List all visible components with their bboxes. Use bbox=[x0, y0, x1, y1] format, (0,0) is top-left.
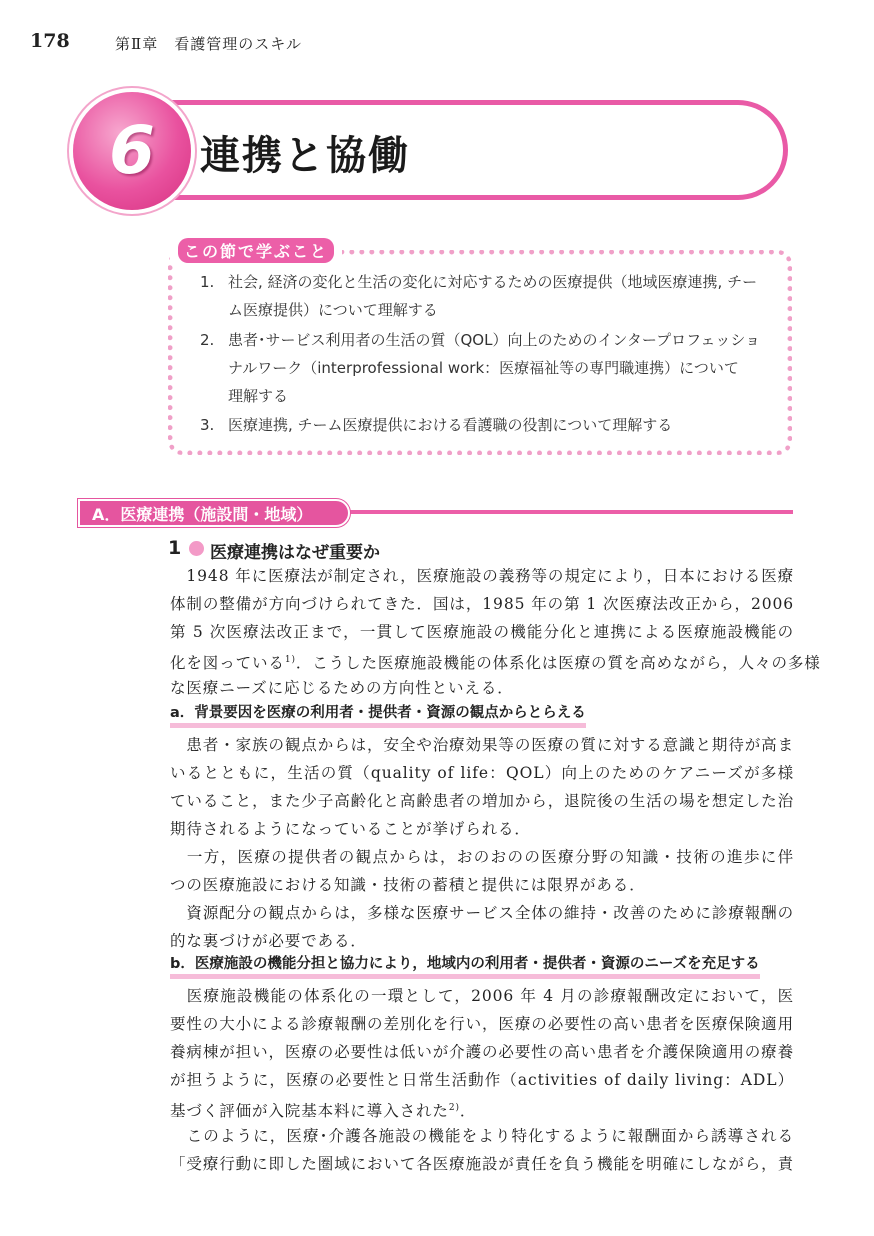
para6-line: このように，医療･介護各施設の機能をより特化するように報酬面から誘導される bbox=[186, 1127, 794, 1145]
para4-line: 資源配分の観点からは，多様な医療サービス全体の維持・改善のために診療報酬の bbox=[186, 904, 794, 922]
para1-line: 1948 年に医療法が制定され，医療施設の義務等の規定により，日本における医療 bbox=[186, 567, 794, 585]
heading-a: a．背景要因を医療の利用者・提供者・資源の観点からとらえる bbox=[170, 703, 586, 728]
para3-line: 一方，医療の提供者の観点からは，おのおのの医療分野の知識・技術の進歩に伴 bbox=[186, 848, 794, 866]
para1-line: 第 5 次医療法改正まで，一貫して医療施設の機能分化と連携による医療施設機能の bbox=[170, 623, 794, 641]
para5-line: 養病棟が担い，医療の必要性は低いが介護の必要性の高い患者を介護保険適用の療養 bbox=[170, 1043, 794, 1061]
section-number: 6 bbox=[109, 112, 155, 189]
page-number: 178 bbox=[30, 30, 70, 52]
para3-line: つの医療施設における知識・技術の蓄積と提供には限界がある． bbox=[170, 876, 646, 894]
section-a-heading: A．医療連携（施設間・地域） bbox=[92, 505, 313, 524]
para2-line: 期待されるようになっていることが挙げられる． bbox=[170, 820, 531, 838]
section-title: 連携と協働 bbox=[200, 132, 410, 179]
learning-item-3: 3. 医療連携, チーム医療提供における看護職の役割について理解する bbox=[200, 416, 673, 434]
running-chapter-title: 第Ⅱ章 看護管理のスキル bbox=[115, 35, 303, 53]
para1-line: 化を図っている$^{1)}$．こうした医療施設機能の体系化は医療の質を高めながら，人々の多様 bbox=[170, 654, 821, 673]
para2-line: いるとともに，生活の質（quality of life：QOL）向上のためのケアニーズが多様 bbox=[170, 764, 794, 782]
subsection-bullet-icon bbox=[189, 541, 204, 556]
learning-goals-label: この節で学ぶこと bbox=[170, 236, 342, 265]
para1-line: 体制の整備が方向づけられてきた．国は，1985 年の第 1 次医療法改正から，2006 bbox=[170, 595, 794, 613]
para4-line: 的な裏づけが必要である． bbox=[170, 932, 367, 950]
learning-item-2: 2. 患者･サービス利用者の生活の質（QOL）向上のためのインタープロフェッショ ナルワーク（interprofessional work：医療福祉等の専門職連携）について 理解する bbox=[200, 331, 761, 405]
para2-line: 患者・家族の観点からは，安全や治療効果等の医療の質に対する意識と期待が高ま bbox=[186, 736, 794, 754]
reference-1: 1) bbox=[284, 655, 296, 665]
para5-line: が担うように，医療の必要性と日常生活動作（activities of daily living：ADL） bbox=[170, 1071, 794, 1089]
reference-2: 2) bbox=[448, 1103, 460, 1113]
para6-line: 「受療行動に即した圏域において各医療施設が責任を負う機能を明確にしながら，責 bbox=[170, 1155, 794, 1173]
para5-line: 医療施設機能の体系化の一環として，2006 年 4 月の診療報酬改定において，医 bbox=[186, 987, 794, 1005]
para5-line: 要性の大小による診療報酬の差別化を行い，医療の必要性の高い患者を医療保険適用 bbox=[170, 1015, 794, 1033]
heading-b: b．医療施設の機能分担と協力により，地域内の利用者・提供者・資源のニーズを充足する bbox=[170, 954, 760, 979]
subsection-title: 医療連携はなぜ重要か bbox=[210, 543, 380, 563]
para5-line: 基づく評価が入院基本料に導入された$^{2)}$． bbox=[170, 1102, 477, 1121]
para1-line: な医療ニーズに応じるための方向性といえる． bbox=[170, 679, 514, 697]
subsection-number: 1 bbox=[168, 537, 182, 559]
learning-item-1: 1. 社会, 経済の変化と生活の変化に対応するための医療提供（地域医療連携, チー ム医療提供）について理解する bbox=[200, 273, 758, 319]
para2-line: ていること，また少子高齢化と高齢患者の増加から，退院後の生活の場を想定した治 bbox=[170, 792, 794, 810]
